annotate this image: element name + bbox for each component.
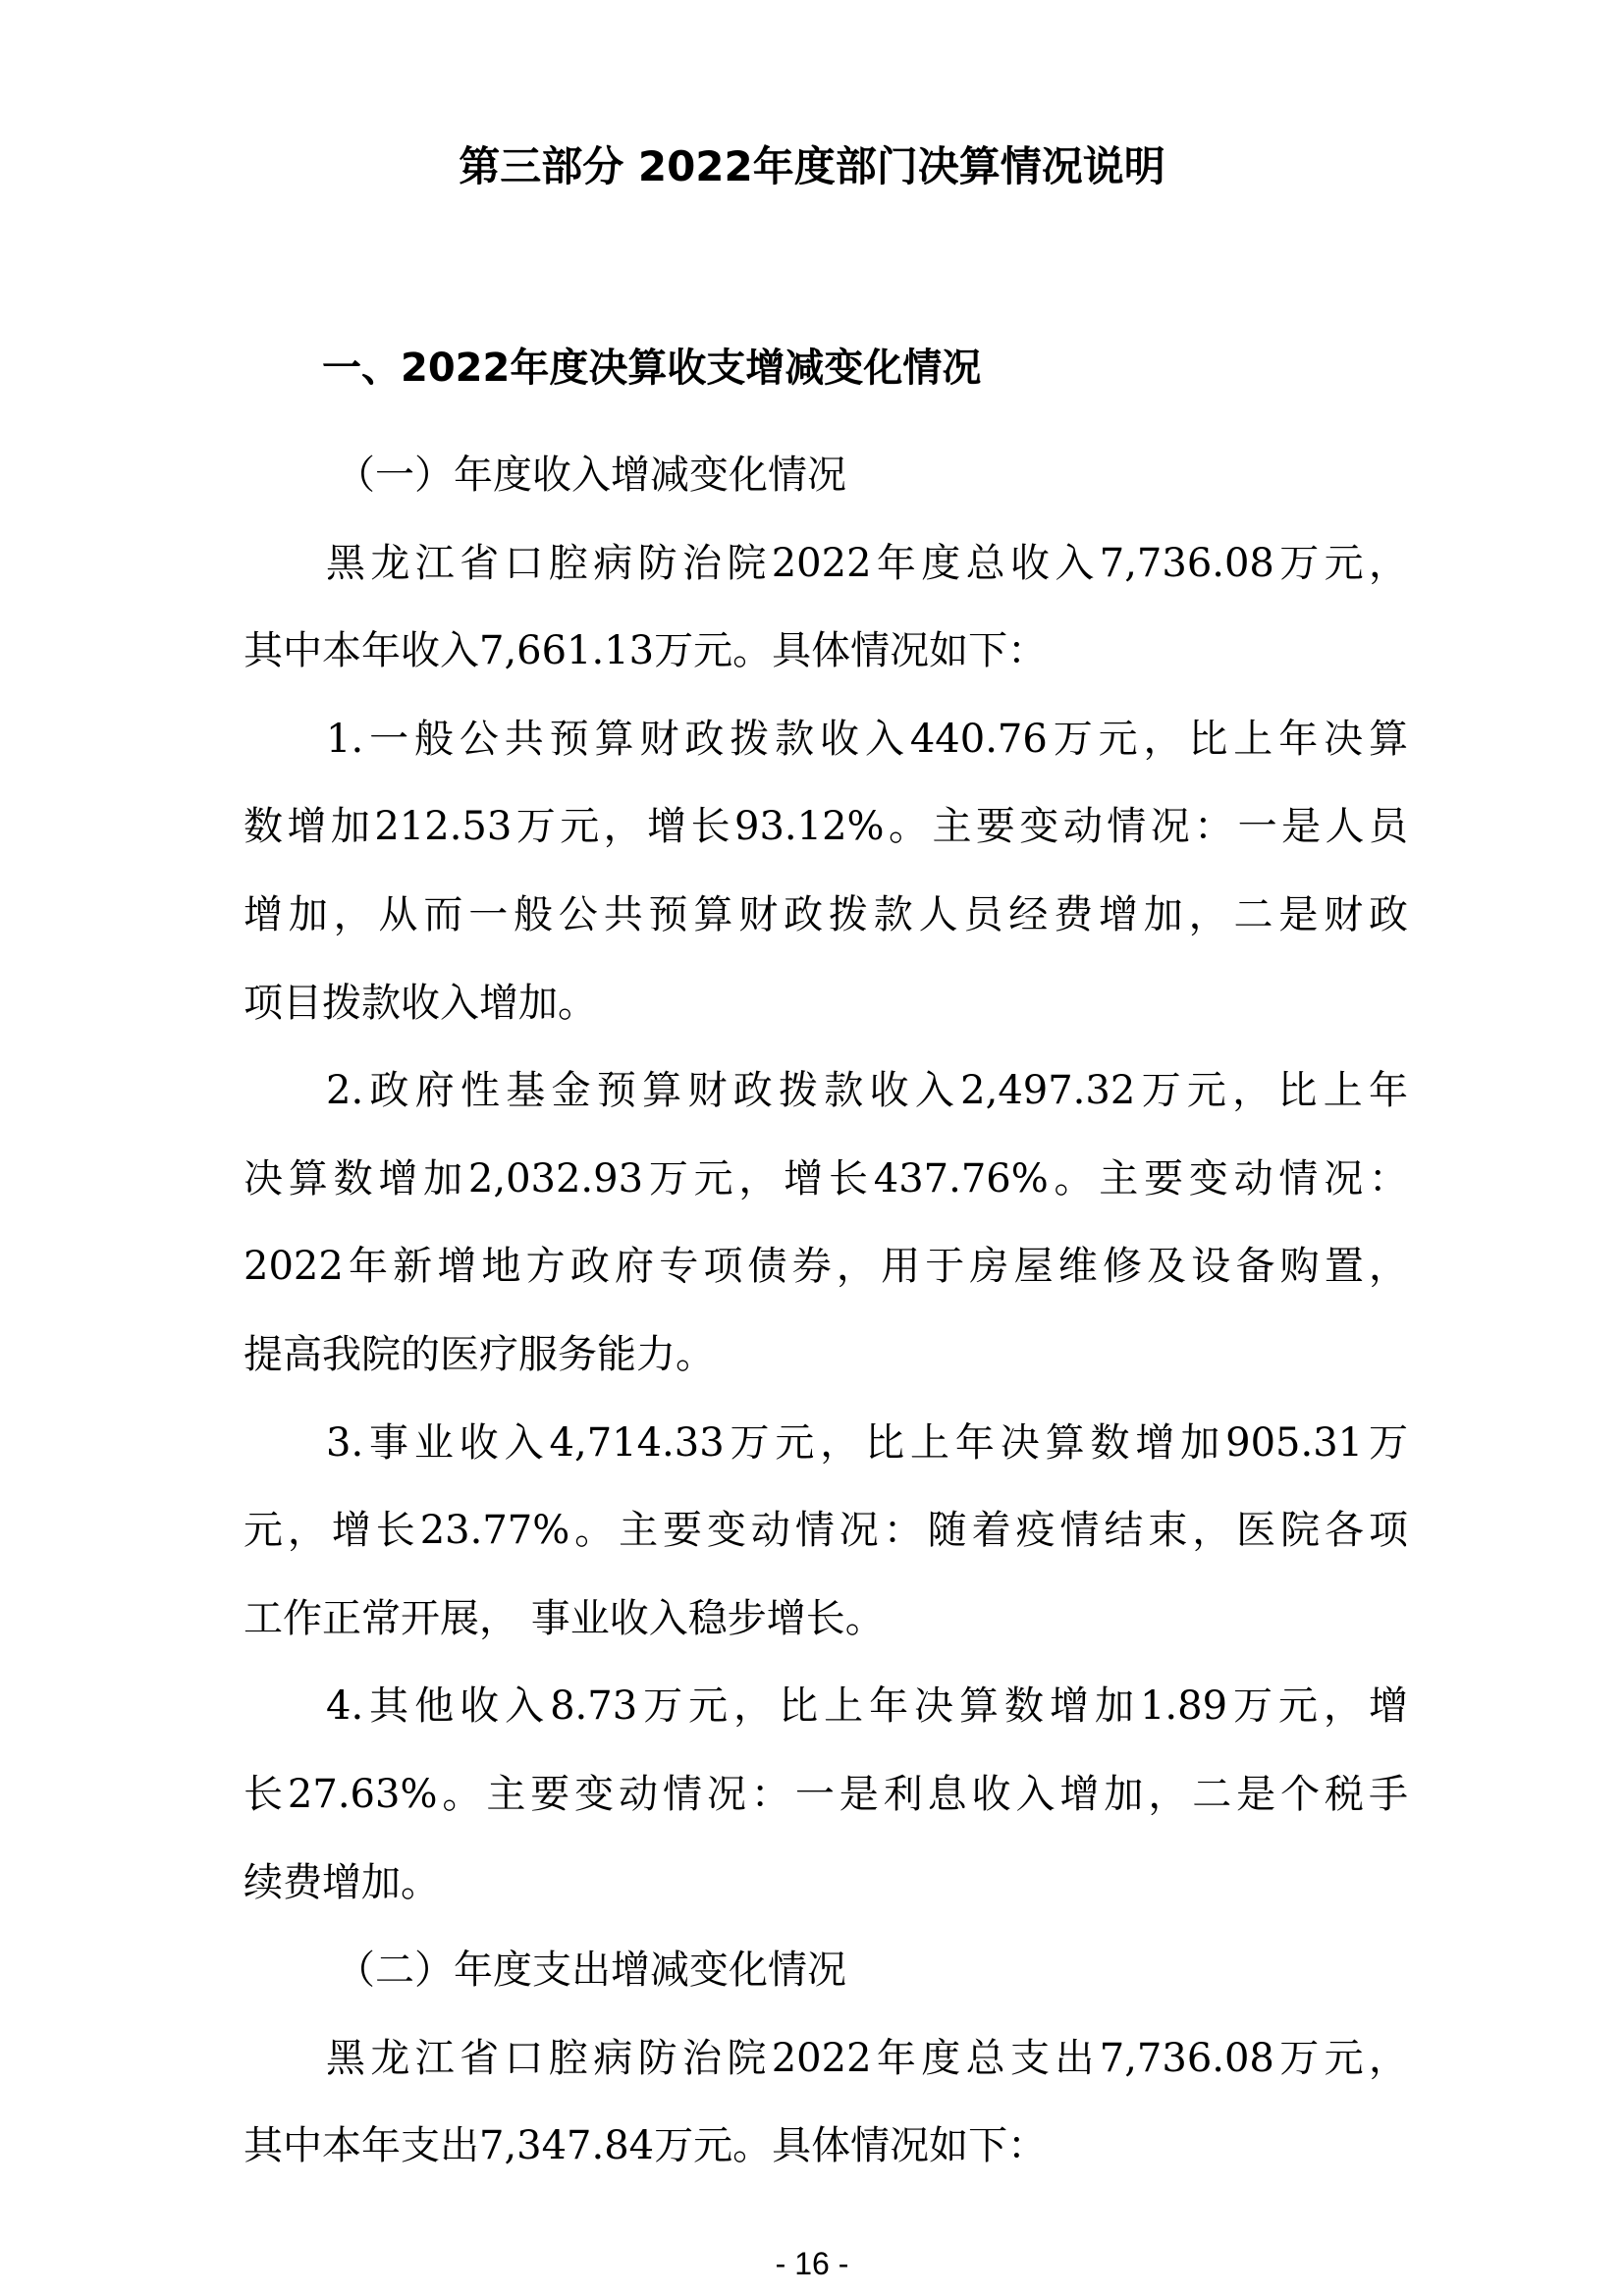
text-line: 1.一般公共预算财政拨款收入440.76万元，比上年决算 <box>326 716 1408 762</box>
text-line: 2022年新增地方政府专项债券，用于房屋维修及设备购置， <box>244 1244 1408 1290</box>
text-line: 元，增长23.77%。主要变动情况：随着疫情结束，医院各项 <box>244 1508 1408 1554</box>
text-line: 4.其他收入8.73万元，比上年决算数增加1.89万元，增 <box>326 1683 1408 1730</box>
page-number: - 16 - <box>775 2246 849 2281</box>
text-line: 长27.63%。主要变动情况：一是利息收入增加，二是个税手 <box>244 1771 1408 1817</box>
text-line: 工作正常开展， 事业收入稳步增长。 <box>244 1595 885 1641</box>
document-body <box>244 432 1408 2191</box>
text-line: 其中本年支出7,347.84万元。具体情况如下： <box>244 2123 1048 2169</box>
text-line: 续费增加。 <box>244 1859 440 1905</box>
text-line: 黑龙江省口腔病防治院2022年度总支出7,736.08万元， <box>326 2035 1408 2081</box>
page-title: 第三部分 2022年度部门决算情况说明 <box>459 142 1165 190</box>
subsection-heading: （一）年度收入增减变化情况 <box>336 453 846 498</box>
text-line: 2.政府性基金预算财政拨款收入2,497.32万元，比上年 <box>326 1068 1408 1114</box>
text-line: 其中本年收入7,661.13万元。具体情况如下： <box>244 628 1048 674</box>
text-line: 项目拨款收入增加。 <box>244 980 597 1026</box>
text-line: 提高我院的医疗服务能力。 <box>244 1331 715 1377</box>
text-line: 数增加212.53万元，增长93.12%。主要变动情况：一是人员 <box>244 804 1408 850</box>
text-line: 决算数增加2,032.93万元，增长437.76%。主要变动情况： <box>244 1155 1408 1201</box>
text-line: 黑龙江省口腔病防治院2022年度总收入7,736.08万元， <box>326 540 1408 586</box>
section-heading: 一、2022年度决算收支增减变化情况 <box>322 346 982 391</box>
text-line: 3.事业收入4,714.33万元，比上年决算数增加905.31万 <box>326 1419 1408 1466</box>
text-line: 增加，从而一般公共预算财政拨款人员经费增加，二是财政 <box>244 891 1408 937</box>
subsection-heading: （二）年度支出增减变化情况 <box>336 1948 846 1994</box>
